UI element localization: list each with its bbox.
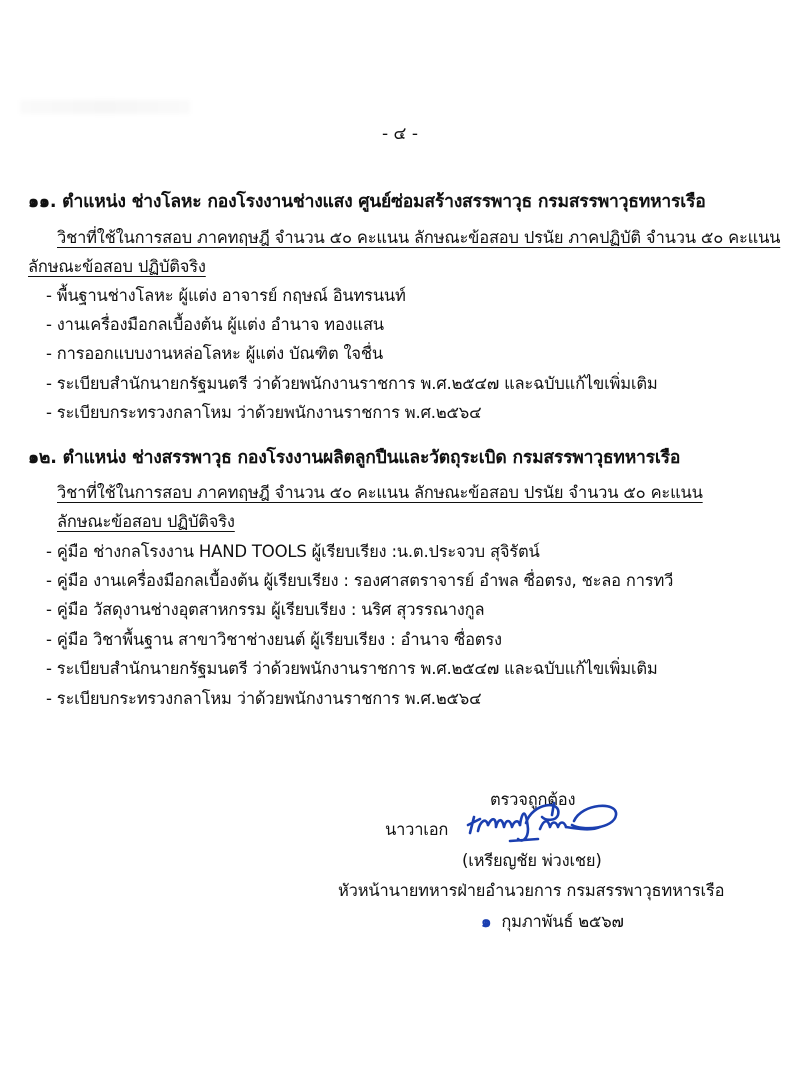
section-12-item: - คู่มือ วิชาพื้นฐาน สาขาวิชาช่างยนต์ ผู้เรียบเรียง : อำนาจ ซื่อตรง [46, 630, 502, 649]
section-11-heading: ๑๑. ตำแหน่ง ช่างโลหะ กองโรงงานช่างแสง ศูนย์ซ่อมสร้างสรรพาวุธ กรมสรรพาวุธทหารเรือ [28, 192, 706, 212]
section-12-heading: ๑๒. ตำแหน่ง ช่างสรรพาวุธ กองโรงงานผลิตลูกปืนและวัตถุระเบิด กรมสรรพาวุธทหารเรือ [28, 448, 681, 468]
section-11-item: - ระเบียบกระทรวงกลาโหม ว่าด้วยพนักงานราชการ พ.ศ.๒๕๖๔ [46, 403, 482, 422]
section-12-subject-line2: ลักษณะข้อสอบ ปฏิบัติจริง [57, 512, 235, 531]
section-12-item: - ระเบียบกระทรวงกลาโหม ว่าด้วยพนักงานราชการ พ.ศ.๒๕๖๔ [46, 689, 482, 708]
section-11-subject-line1: วิชาที่ใช้ในการสอบ ภาคทฤษฎี จำนวน ๕๐ คะแนน ลักษณะข้อสอบ ปรนัย ภาคปฏิบัติ จำนวน ๕๐ คะแนน [57, 228, 781, 247]
section-11-subject-line2: ลักษณะข้อสอบ ปฏิบัติจริง [28, 257, 206, 276]
date-day: ๑ [481, 912, 492, 931]
handwritten-signature-icon [462, 795, 622, 855]
section-12-item: - คู่มือ วัสดุงานช่างอุตสาหกรรม ผู้เรียบเรียง : นริศ สุวรรณางกูล [46, 600, 485, 619]
signatory-name: (เหรียญชัย พ่วงเชย) [462, 851, 602, 870]
section-12-item: - ระเบียบสำนักนายกรัฐมนตรี ว่าด้วยพนักงานราชการ พ.ศ.๒๕๔๗ และฉบับแก้ไขเพิ่มเติม [46, 659, 658, 678]
section-12-item: - คู่มือ งานเครื่องมือกลเบื้องต้น ผู้เรียบเรียง : รองศาสตราจารย์ อำพล ซื่อตรง, ชะลอ การทวี [46, 571, 674, 590]
section-11-item: - พื้นฐานช่างโลหะ ผู้แต่ง อาจารย์ กฤษณ์ อินทรนนท์ [46, 286, 406, 305]
section-12-item: - คู่มือ ช่างกลโรงงาน HAND TOOLS ผู้เรียบเรียง :น.ต.ประจวบ สุจิรัตน์ [46, 542, 540, 561]
signatory-position: หัวหน้านายทหารฝ่ายอำนวยการ กรมสรรพาวุธทหารเรือ [338, 881, 725, 900]
rank-label: นาวาเอก [385, 820, 449, 839]
certified-label: ตรวจถูกต้อง [490, 790, 576, 809]
page-number: - ๔ - [382, 124, 418, 144]
section-12-subject-line1: วิชาที่ใช้ในการสอบ ภาคทฤษฎี จำนวน ๕๐ คะแนน ลักษณะข้อสอบ ปรนัย จำนวน ๕๐ คะแนน [57, 483, 703, 502]
section-11-item: - การออกแบบงานหล่อโลหะ ผู้แต่ง บัณฑิต ใจชื่น [46, 344, 383, 363]
show-through-artifact [20, 100, 190, 114]
section-11-item: - งานเครื่องมือกลเบื้องต้น ผู้แต่ง อำนาจ ทองแสน [46, 315, 384, 334]
section-11-item: - ระเบียบสำนักนายกรัฐมนตรี ว่าด้วยพนักงานราชการ พ.ศ.๒๕๔๗ และฉบับแก้ไขเพิ่มเติม [46, 374, 658, 393]
date-month-year: กุมภาพันธ์ ๒๕๖๗ [501, 912, 624, 931]
